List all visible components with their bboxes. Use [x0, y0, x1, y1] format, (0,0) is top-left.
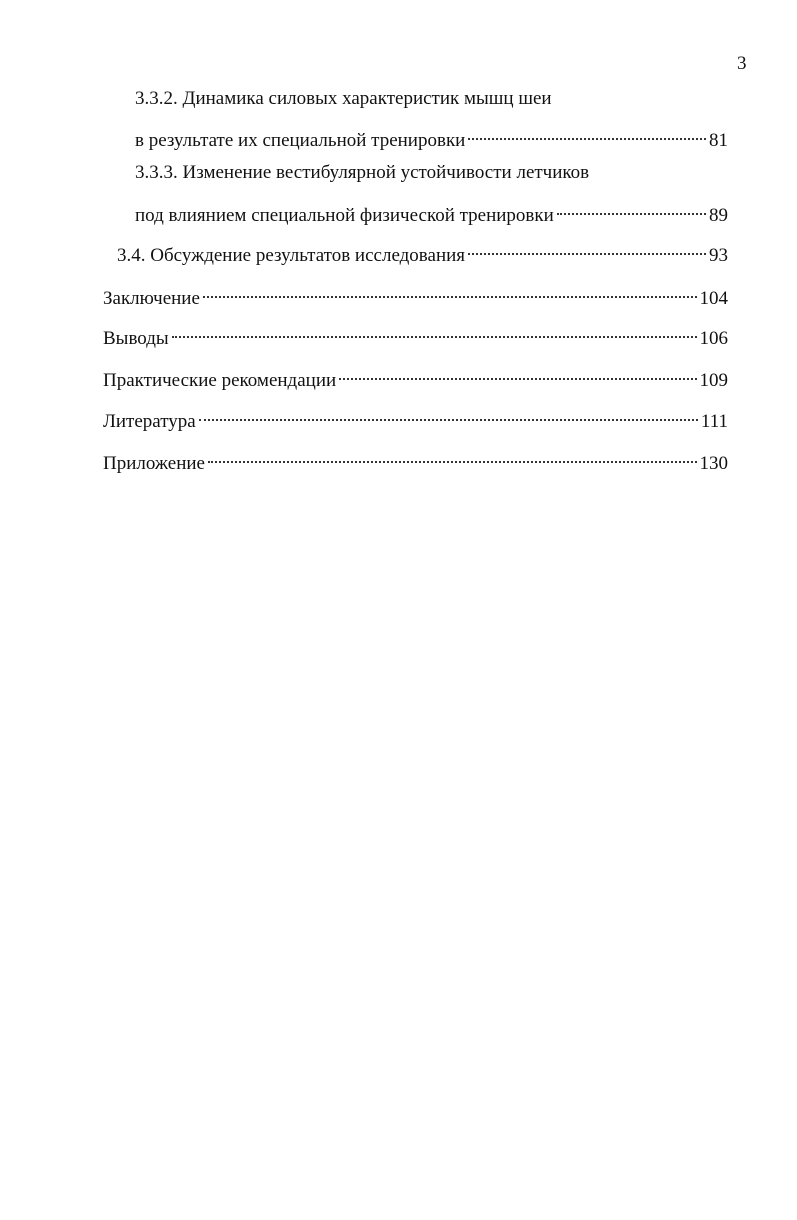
toc-entry-3-3-3-line1: [135, 160, 735, 186]
toc-page-number: 106: [699, 328, 728, 349]
toc-page-number: 130: [699, 453, 728, 474]
toc-entry-text: 3.4. Обсуждение результатов исследования: [117, 245, 466, 266]
toc-page-number: 104: [699, 288, 728, 309]
toc-entry-text: 3.3.2. Динамика силовых характеристик мышц шеи: [135, 88, 552, 109]
dot-leader: [557, 195, 706, 221]
page-number: 3: [737, 53, 747, 74]
toc-entry-text: Практические рекомендации: [103, 370, 337, 391]
toc-entry-text: под влиянием специальной физической тренировки: [135, 205, 554, 226]
toc-entry-3-3-2-line1: [135, 86, 735, 112]
dot-leader: [468, 120, 706, 146]
toc-page-number: 81: [709, 130, 728, 151]
dot-leader: [208, 443, 697, 469]
toc-entry-3-3-3-line2[interactable]: [135, 195, 728, 226]
toc-entry-literature[interactable]: [103, 401, 728, 432]
dot-leader: [203, 278, 697, 304]
toc-page-number: 93: [709, 245, 728, 266]
toc-entry-3-3-2-line2[interactable]: [135, 120, 728, 151]
toc-entry-recommendations[interactable]: [103, 360, 728, 391]
toc-entry-text: 3.3.3. Изменение вестибулярной устойчивости летчиков: [135, 162, 590, 183]
toc-entry-text: Литература: [103, 411, 196, 432]
dot-leader: [339, 360, 696, 386]
toc-entry-appendix[interactable]: [103, 443, 728, 474]
toc-entry-conclusion[interactable]: [103, 278, 728, 309]
toc-entry-text: Приложение: [103, 453, 205, 474]
toc-page-number: 109: [699, 370, 728, 391]
toc-entry-text: Заключение: [103, 288, 200, 309]
dot-leader: [199, 401, 698, 427]
toc-entry-text: в результате их специальной тренировки: [135, 130, 466, 151]
toc-entry-text: Выводы: [103, 328, 169, 349]
dot-leader: [172, 318, 697, 344]
dot-leader: [468, 235, 706, 261]
toc-entry-findings[interactable]: [103, 318, 728, 349]
toc-page-number: 111: [700, 411, 728, 432]
toc-entry-3-4[interactable]: [117, 235, 728, 266]
toc-page-number: 89: [709, 205, 728, 226]
